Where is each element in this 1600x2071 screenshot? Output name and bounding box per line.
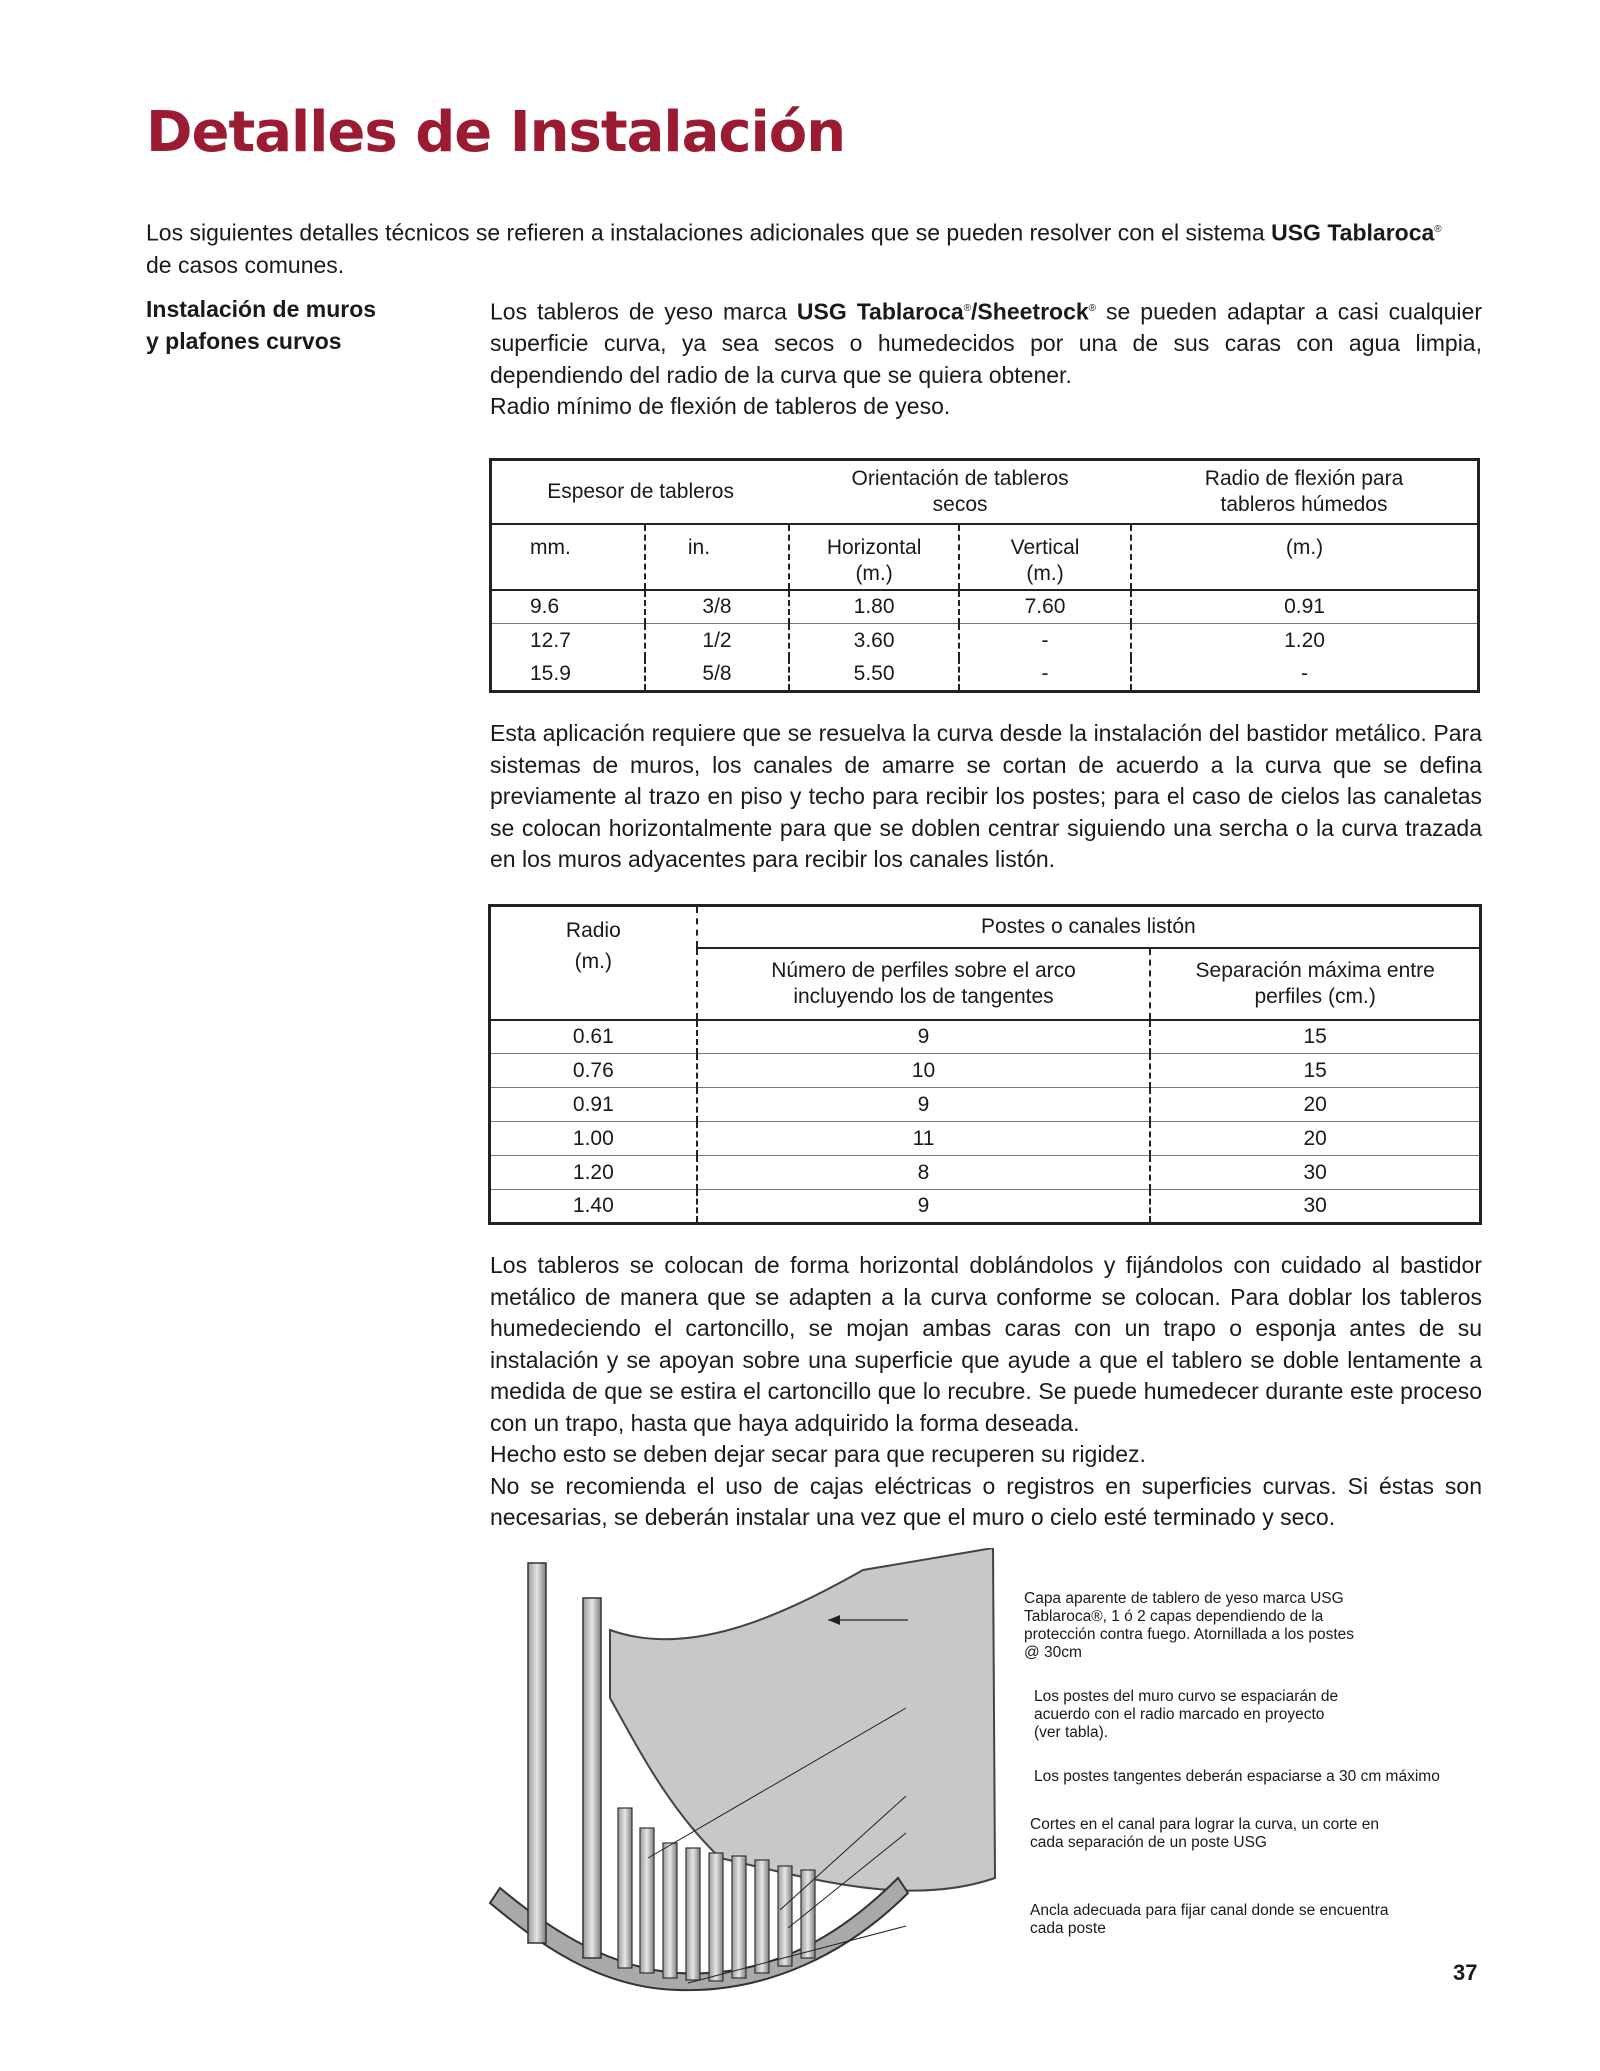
table-row — [490, 1088, 1481, 1122]
stud-curved — [640, 1828, 654, 1973]
cell: 1.80 — [789, 590, 959, 624]
paragraph-1-start: Los tableros de yeso marca — [490, 298, 797, 325]
registered-mark: ® — [1434, 224, 1442, 235]
header-dry-orientation: Orientación de tableros secos — [851, 466, 1069, 516]
cell: 0.61 — [490, 1020, 697, 1054]
brand-sheetrock: /Sheetrock — [971, 298, 1089, 325]
table-row — [491, 590, 1479, 624]
bending-radius-table — [489, 458, 1480, 693]
stud-curved — [686, 1848, 700, 1980]
brand-name: USG Tablaroca — [1271, 219, 1435, 246]
page-number: 37 — [1453, 1960, 1478, 1985]
page-title: Detalles de Instalación — [146, 100, 846, 165]
cell: 1.40 — [490, 1190, 697, 1224]
header-wet-radius: Radio de flexión para tableros húmedos — [1204, 466, 1404, 516]
stud-curved — [732, 1856, 746, 1978]
subheader-mm: mm. — [491, 524, 645, 590]
header-studs-group: Postes o canales listón — [697, 906, 1481, 948]
table-row — [490, 1122, 1481, 1156]
cell: 9 — [697, 1190, 1151, 1224]
section-heading-line2: y plafones curvos — [146, 328, 342, 354]
stud-curved — [709, 1853, 723, 1981]
cell: 7.60 — [959, 590, 1131, 624]
section-heading — [146, 293, 446, 357]
stud-curved — [663, 1843, 677, 1978]
cell: 20 — [1150, 1122, 1480, 1156]
subheader-vertical: Vertical (m.) — [959, 524, 1131, 590]
cell: 1.20 — [1284, 628, 1325, 652]
cell: 10 — [697, 1054, 1151, 1088]
cell: 30 — [1150, 1156, 1480, 1190]
table-row — [490, 1020, 1481, 1054]
header-profile-count: Número de perfiles sobre el arco incluyendo los de tangentes — [697, 948, 1151, 1020]
paragraph-1-rest: se pueden adaptar a casi cualquier superficie curva, ya sea secos o humedecidos por una de sus caras con agua limpia, dependiendo del radio de la curva que se quiera obtener. — [490, 298, 1482, 388]
gypsum-board-shape — [610, 1548, 995, 1891]
intro-text-end: de casos comunes. — [146, 251, 345, 278]
cell: 3/8 — [645, 590, 789, 624]
cell: 9 — [697, 1020, 1151, 1054]
brand-tablaroca: USG Tablaroca — [796, 298, 964, 325]
callout-studs: Los postes del muro curvo se espaciarán de acuerdo con el radio marcado en proyecto (ver tabla). — [1034, 1688, 1339, 1741]
stud-curved — [778, 1866, 792, 1966]
cell: 1/2 — [645, 624, 789, 658]
cell: 15 — [1150, 1054, 1480, 1088]
stud-curved — [618, 1808, 632, 1968]
callout-board: Capa aparente de tablero de yeso marca USG Tablaroca®, 1 ó 2 capas dependiendo de la protección contra fuego. Atornillada a los postes @ 30cm — [1024, 1590, 1355, 1661]
intro-text: Los siguientes detalles técnicos se refieren a instalaciones adicionales que se pueden resolver con el sistema — [146, 219, 1272, 246]
cell: 0.91 — [1131, 590, 1478, 624]
paragraph-3-text: Los tableros se colocan de forma horizontal doblándolos y fijándolos con cuidado al bastidor metálico de manera que se adapten a la curva conforme se colocan. Para doblar los tableros humedeciendo el cartoncillo, se mojan ambas caras con un trapo o esponja antes de su instalación y se apoyan sobre una superficie que ayude a que el tablero se doble lentamente a medida de que se estira el cartoncillo que lo recubre. Se puede humedecer durante este proceso con un trapo, hasta que haya adquirido la forma deseada. — [490, 1252, 1482, 1436]
header-thickness: Espesor de tableros — [547, 479, 734, 503]
subheader-wet-m: (m.) — [1285, 535, 1324, 559]
callout-tangent-studs: Los postes tangentes deberán espaciarse a 30 cm máximo — [1034, 1768, 1440, 1785]
cell: 1.20 — [490, 1156, 697, 1190]
stud-straight-2 — [583, 1598, 601, 1958]
stud-spacing-table — [488, 904, 1482, 1225]
header-max-spacing: Separación máxima entre perfiles (cm.) — [1195, 958, 1435, 1008]
cell: - — [959, 624, 1131, 658]
table-row — [490, 1190, 1481, 1224]
cell: 1.00 — [490, 1122, 697, 1156]
registered-mark: ® — [1088, 303, 1097, 314]
cell: 3.60 — [789, 624, 959, 658]
paragraph-2: Esta aplicación requiere que se resuelva la curva desde la instalación del bastidor metálico. Para sistemas de muros, los canales de amarre se cortan de acuerdo a la curva que se defina previamente al trazo en piso y techo para recibir los postes; para el caso de cielos las canaletas se colocan horizontalmente para que se doblen centrar siguiendo una sercha o la curva trazada en los muros adyacentes para recibir los canales listón. — [490, 720, 1482, 872]
subheader-horizontal: Horizontal (m.) — [789, 524, 959, 590]
cell: 20 — [1150, 1088, 1480, 1122]
stud-straight-1 — [528, 1563, 546, 1943]
cell: 30 — [1303, 1194, 1327, 1217]
cell: 15.9 — [491, 658, 645, 692]
table-row — [491, 624, 1479, 658]
stud-curved — [801, 1870, 815, 1958]
table-row — [490, 1156, 1481, 1190]
cell: 5/8 — [645, 658, 789, 692]
table-row — [491, 658, 1479, 692]
cell: 8 — [697, 1156, 1151, 1190]
cell: - — [1301, 661, 1309, 685]
cell: 11 — [697, 1122, 1151, 1156]
cell: 15 — [1150, 1020, 1480, 1054]
cell: 5.50 — [789, 658, 959, 692]
table-row — [490, 1054, 1481, 1088]
paragraph-3-text2: No se recomienda el uso de cajas eléctricas o registros en superficies curvas. Si éstas son necesarias, se deberán instalar una vez que el muro o cielo esté terminado y seco. — [490, 1472, 1482, 1530]
cell: 12.7 — [491, 624, 645, 658]
cell: 0.91 — [490, 1088, 697, 1122]
header-radio-label: Radio — [565, 919, 621, 942]
stud-curved — [755, 1860, 769, 1973]
cell: 9.6 — [491, 590, 645, 624]
callout-anchor: Ancla adecuada para fijar canal donde se encuentra cada poste — [1030, 1902, 1389, 1937]
intro-paragraph — [146, 214, 1486, 281]
callout-track-cuts: Cortes en el canal para lograr la curva, un corte en cada separación de un poste USG — [1030, 1816, 1379, 1851]
paragraph-3-line2: Hecho esto se deben dejar secar para que recuperen su rigidez. — [490, 1441, 1146, 1467]
curved-wall-illustration — [488, 1548, 1488, 2008]
paragraph-1-line2: Radio mínimo de flexión de tableros de yeso. — [490, 393, 951, 420]
paragraph-3 — [490, 1250, 1482, 1534]
section-heading-line1: Instalación de muros — [146, 296, 377, 322]
subheader-in: in. — [645, 524, 789, 590]
cell: 9 — [697, 1088, 1151, 1122]
header-radio-unit: (m.) — [574, 950, 612, 973]
header-radio — [490, 906, 697, 1020]
cell: 0.76 — [490, 1054, 697, 1088]
registered-mark: ® — [963, 303, 972, 314]
cell: - — [959, 658, 1131, 692]
paragraph-1 — [490, 293, 1482, 423]
